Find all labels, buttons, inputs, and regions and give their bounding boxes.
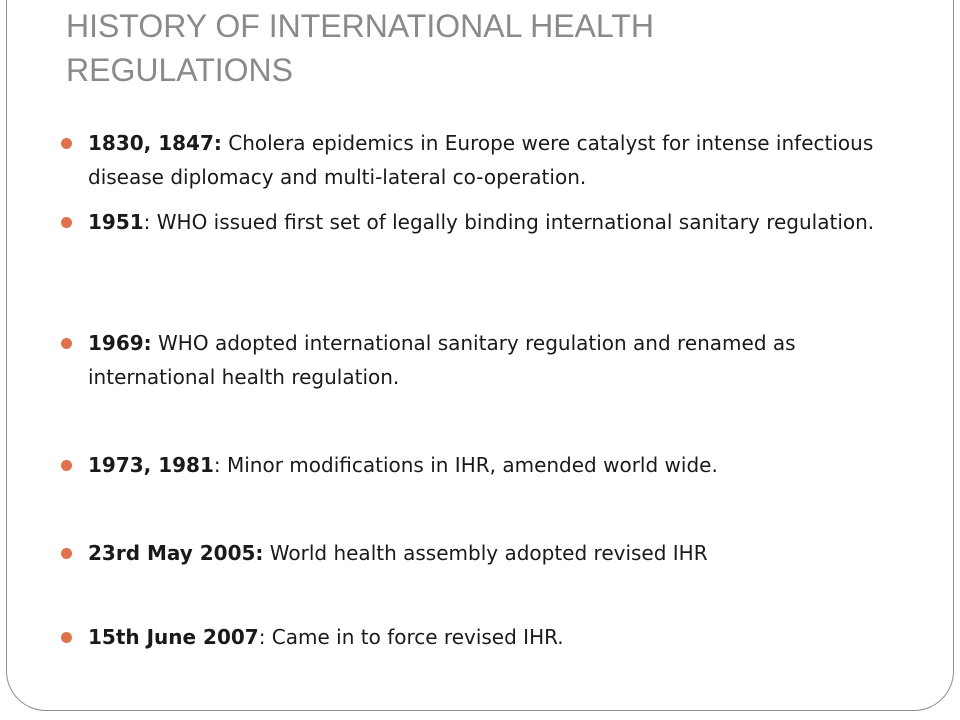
bullet-item [88,536,898,570]
bullet-lead: 15th June 2007 [88,625,259,649]
bullet-item [88,126,898,194]
bullet-lead: 1969: [88,331,152,355]
bullet-dot-icon [61,632,72,643]
slide-title: HISTORY OF INTERNATIONAL HEALTH REGULATIONS [66,8,654,88]
bullet-lead: 23rd May 2005: [88,541,264,565]
bullet-text: WHO adopted international sanitary regulation and renamed as international health regulation. [88,331,796,389]
bullet-item [88,205,898,239]
bullet-text: : Minor modifications in IHR, amended world wide. [213,453,718,477]
bullet-lead: 1951 [88,210,144,234]
bullet-dot-icon [61,460,72,471]
bullet-item [88,448,898,482]
bullet-dot-icon [61,338,72,349]
bullet-text: : WHO issued first set of legally binding international sanitary regulation. [143,210,875,234]
bullet-item [88,326,898,394]
bullet-dot-icon [61,217,72,228]
bullet-text: World health assembly adopted revised IHR [263,541,708,565]
bullet-item [88,620,898,654]
bullet-text: : Came in to force revised IHR. [258,625,564,649]
bullet-lead: 1830, 1847: [88,131,222,155]
bullet-text: Cholera epidemics in Europe were catalyst for intense infectious disease diplomacy and multi-lateral co-operation. [88,131,874,189]
bullet-dot-icon [61,548,72,559]
bullet-dot-icon [61,138,72,149]
bullet-lead: 1973, 1981 [88,453,214,477]
